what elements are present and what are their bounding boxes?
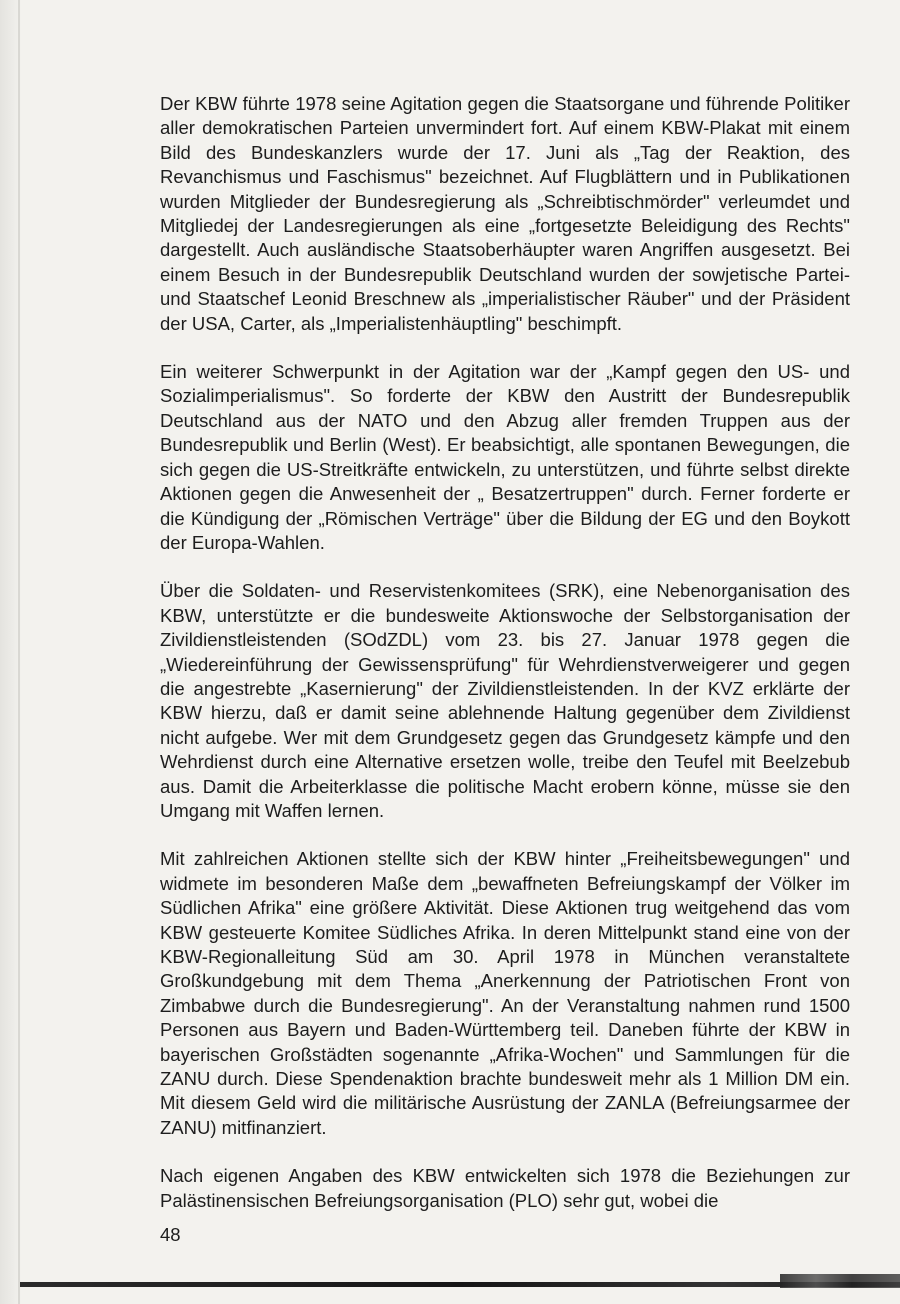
bottom-scan-edge: [20, 1282, 900, 1287]
bottom-scan-edge-right: [780, 1274, 900, 1288]
paragraph-1: Der KBW führte 1978 seine Agitation gegen die Staatsorgane und führende Politiker aller demokratischen Parteien unvermindert fort. Auf einem KBW-Plakat mit einem Bild des Bundeskanzlers wurde der 17. Juni als „Tag der Reaktion, des Revanchismus und Faschismus" bezeichnet. Auf Flugblättern und in Publikationen wurden Mitglieder der Bundesregierung als „Schreibtischmörder" verleumdet und Mitgliedej der Landesregierungen als eine „fortgesetzte Beleidigung des Rechts" dargestellt. Auch ausländische Staatsoberhäupter waren Angriffen ausgesetzt. Bei einem Besuch in der Bundesrepublik Deutschland wurden der sowjetische Partei- und Staatschef Leonid Breschnew als „imperialistischer Räuber" und der Präsident der USA, Carter, als „Imperialistenhäuptling" beschimpft.: [160, 93, 850, 334]
body-text: [160, 92, 850, 1237]
paragraph-4: Mit zahlreichen Aktionen stellte sich der KBW hinter „Freiheitsbewegungen" und widmete im besonderen Maße dem „bewaffneten Befreiungskampf der Völker im Südlichen Afrika" eine größere Aktivität. Diese Aktionen trug weitgehend das vom KBW gesteuerte Komitee Südliches Afrika. In deren Mittelpunkt stand eine von der KBW-Regionalleitung Süd am 30. April 1978 in München veranstaltete Großkundgebung mit dem Thema „Anerkennung der Patriotischen Front von Zimbabwe durch die Bundesregierung". An der Veranstaltung nahmen rund 1500 Personen aus Bayern und Baden-Württemberg teil. Daneben führte der KBW in bayerischen Großstädten sogenannte „Afrika-Wochen" und Sammlungen für die ZANU durch. Diese Spendenaktion brachte bundesweit mehr als 1 Million DM ein. Mit diesem Geld wird die militärische Ausrüstung der ZANLA (Befreiungsarmee der ZANU) mitfinanziert.: [160, 848, 850, 1138]
page-fold-line: [18, 0, 20, 1304]
paragraph-5: Nach eigenen Angaben des KBW entwickelten sich 1978 die Beziehungen zur Palästinensischen Befreiungsorganisation (PLO) sehr gut, wobei die: [160, 1165, 850, 1211]
page-number: 48: [160, 1224, 181, 1245]
paragraph-2: Ein weiterer Schwerpunkt in der Agitation war der „Kampf gegen den US- und Sozialimperialismus". So forderte der KBW den Austritt der Bundesrepublik Deutschland aus der NATO und den Abzug aller fremden Truppen aus der Bundesrepublik und Berlin (West). Er beabsichtigt, alle spontanen Bewegungen, die sich gegen die US-Streitkräfte entwickeln, zu unterstützen, und führte selbst direkte Aktionen gegen die Anwesenheit der „ Besatzertruppen" durch. Ferner forderte er die Kündigung der „Römischen Verträge" über die Bildung der EG und den Boykott der Europa-Wahlen.: [160, 361, 850, 553]
paragraph-3: Über die Soldaten- und Reservistenkomitees (SRK), eine Nebenorganisation des KBW, unterstützte er die bundesweite Aktionswoche der Selbstorganisation der Zivildienstleistenden (SOdZDL) vom 23. bis 27. Januar 1978 gegen die „Wiedereinführung der Gewissensprüfung" für Wehrdienstverweigerer und gegen die angestrebte „Kasernierung" der Zivildienstleistenden. In der KVZ erklärte der KBW hierzu, daß er damit seine ablehnende Haltung gegenüber dem Zivildienst nicht aufgebe. Wer mit dem Grundgesetz gegen das Grundgesetz kämpfe und den Wehrdienst durch eine Alternative ersetzen wolle, treibe den Teufel mit Beelzebub aus. Damit die Arbeiterklasse die politische Macht erobern könne, müsse sie den Umgang mit Waffen lernen.: [160, 580, 850, 821]
